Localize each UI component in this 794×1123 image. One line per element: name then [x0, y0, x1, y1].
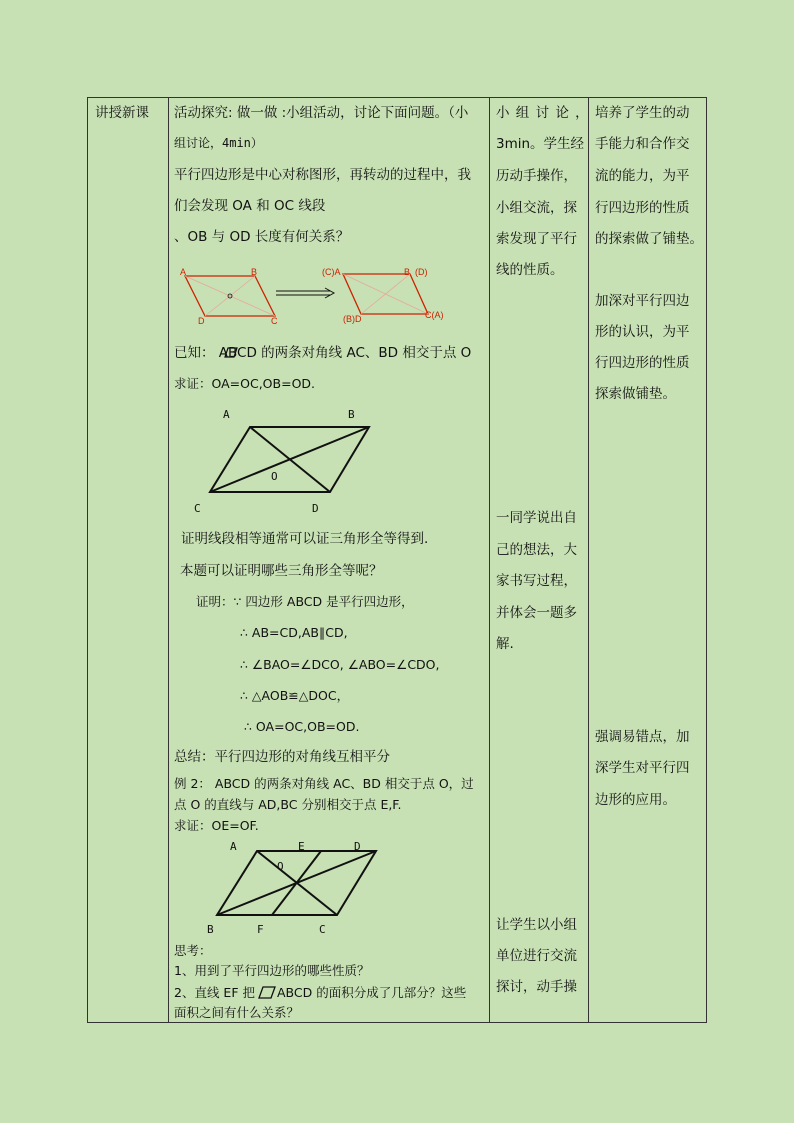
think-line-2: 2、直线 EF 把 ABCD 的面积分成了几部分？这些	[174, 985, 467, 1000]
col3-line: 己的想法，大	[496, 542, 577, 558]
col3-line: 家书写过程，	[496, 573, 577, 589]
column-divider	[588, 98, 589, 1022]
prove-line-2: 求证：OE=OF.	[174, 818, 259, 833]
col4-line: 探索做铺垫。	[595, 386, 676, 402]
proof-line-3: ∴ ∠BAO=∠DCO, ∠ABO=∠CDO,	[240, 657, 440, 672]
col3-line: 探讨，动手操	[496, 979, 577, 995]
proof-line-1: 证明：∵ 四边形 ABCD 是平行四边形，	[196, 594, 414, 609]
column-divider	[489, 98, 490, 1022]
col3-line: 小组交流，探	[496, 200, 577, 216]
hint-line-1: 证明线段相等通常可以证三角形全等得到.	[181, 531, 429, 547]
known-line: 已知： ABCD 的两条对角线 AC、BD 相交于点 O	[174, 345, 472, 361]
left-parallelogram	[180, 267, 278, 326]
intro-line-2: 们会发现 OA 和 OC 线段	[174, 198, 326, 214]
col4-line: 强调易错点，加	[595, 729, 690, 745]
label-b: B	[348, 408, 355, 421]
col3-line: 单位进行交流	[496, 948, 577, 964]
label-e: E	[298, 840, 305, 853]
arrow-icon	[276, 288, 334, 298]
label-o: O	[271, 470, 278, 483]
label-d-paren: (D)	[415, 267, 428, 277]
prove-line: 求证：OA=OC,OB=OD.	[174, 376, 316, 391]
proof-line-5: ∴ OA=OC,OB=OD.	[244, 719, 360, 734]
col4-line: 的探索做了铺垫。	[595, 231, 703, 247]
col3-line: 小 组 讨 论 ，	[496, 105, 590, 121]
col3-line: 3min。学生经	[496, 136, 585, 152]
col4-line: 流的能力，为平	[595, 168, 690, 184]
label-ca2: C(A)	[425, 310, 444, 320]
parallelogram-ef-figure	[200, 838, 390, 938]
col4-line: 加深对平行四边	[595, 293, 690, 309]
think-line-3: 面积之间有什么关系？	[174, 1005, 300, 1020]
label-b: B	[251, 267, 258, 277]
column-divider	[168, 98, 169, 1022]
col3-line: 历动手操作，	[496, 168, 577, 184]
label-o: O	[277, 860, 284, 873]
col4-line: 边形的应用。	[595, 792, 676, 808]
proof-line-4: ∴ △AOB≌△DOC，	[240, 688, 350, 703]
label-d: D	[354, 840, 361, 853]
hint-line-2: 本题可以证明哪些三角形全等呢？	[180, 563, 383, 579]
label-d: D	[198, 316, 205, 326]
section-label: 讲授新课	[95, 105, 149, 121]
activity-line-1: 活动探究: 做一做 :小组活动，讨论下面问题。（小	[174, 105, 469, 121]
label-c: C	[319, 923, 326, 936]
think-title: 思考：	[174, 943, 212, 958]
label-d: D	[312, 502, 319, 515]
col3-line: 并体会一题多	[496, 605, 577, 621]
rotation-figure	[175, 262, 450, 328]
col4-line: 手能力和合作交	[595, 136, 690, 152]
right-parallelogram	[322, 267, 444, 324]
intro-line-1: 平行四边形是中心对称图形，再转动的过程中，我	[174, 167, 471, 183]
col3-line: 一同学说出自	[496, 510, 577, 526]
label-b: B	[404, 267, 411, 277]
label-f: F	[257, 923, 264, 936]
parallelogram-icon	[258, 986, 276, 999]
parallelogram-figure	[190, 404, 380, 516]
col4-line: 深学生对平行四	[595, 760, 690, 776]
col4-line: 行四边形的性质	[595, 355, 690, 371]
col3-line: 线的性质。	[496, 262, 564, 278]
summary-line: 总结：平行四边形的对角线互相平分	[174, 749, 390, 765]
col4-line: 行四边形的性质	[595, 200, 690, 216]
col3-line: 解.	[496, 636, 514, 652]
col4-line: 形的认识，为平	[595, 324, 690, 340]
think-line-1: 1、用到了平行四边形的哪些性质？	[174, 963, 370, 978]
label-a: A	[230, 840, 237, 853]
label-a: A	[180, 267, 187, 277]
intro-line-3: 、OB 与 OD 长度有何关系？	[174, 229, 350, 245]
parallelogram-icon	[224, 347, 238, 358]
proof-line-2: ∴ AB=CD,AB∥CD,	[240, 625, 348, 640]
example-line-2: 点 O 的直线与 AD,BC 分别相交于点 E,F.	[174, 797, 402, 812]
label-ca: (C)A	[322, 267, 341, 277]
label-c: C	[194, 502, 201, 515]
label-a: A	[223, 408, 230, 421]
col3-line: 索发现了平行	[496, 231, 577, 247]
example-line-1: 例 2： ABCD 的两条对角线 AC、BD 相交于点 O，过	[174, 776, 474, 791]
label-b: B	[207, 923, 214, 936]
col4-line: 培养了学生的动	[595, 105, 690, 121]
label-c: C	[271, 316, 278, 326]
label-bd: (B)D	[343, 314, 362, 324]
col3-line: 让学生以小组	[496, 917, 577, 933]
activity-line-2: 组讨论，4min）	[174, 136, 263, 150]
